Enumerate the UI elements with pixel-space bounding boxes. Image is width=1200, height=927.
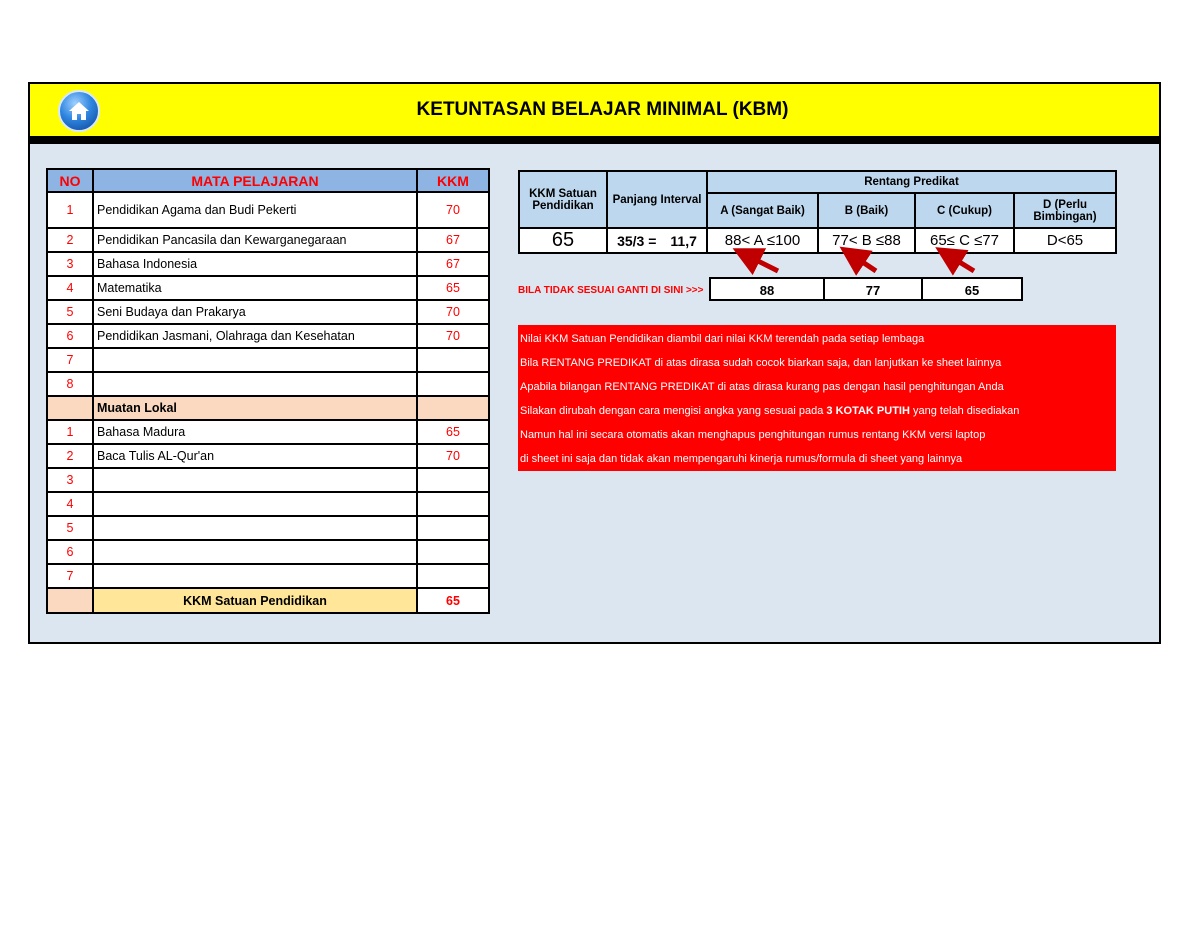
footer-blank-cell [47, 588, 93, 613]
row-no: 5 [47, 516, 93, 540]
note-line: Nilai KKM Satuan Pendidikan diambil dari nilai KKM terendah pada setiap lembaga [520, 333, 925, 345]
subject-name-cell[interactable]: Bahasa Indonesia [93, 252, 417, 276]
col-kkm-header: KKM [417, 169, 489, 192]
table-row [47, 420, 489, 444]
kbm-sheet [28, 82, 1161, 644]
row-no: 7 [47, 564, 93, 588]
row-no [47, 396, 93, 420]
col-no-header: NO [47, 169, 93, 192]
note-line: Apabila bilangan RENTANG PREDIKAT di atas dirasa kurang pas dengan hasil penghitungan Anda [520, 381, 1004, 393]
arrow-b-icon [852, 255, 876, 271]
kkm-cell[interactable]: 67 [417, 228, 489, 252]
page-title: KETUNTASAN BELAJAR MINIMAL (KBM) [416, 99, 789, 120]
subject-name-cell[interactable] [93, 492, 417, 516]
kkm-satuan-value-cell: 65 [519, 228, 607, 253]
kkm-cell[interactable]: 65 [417, 420, 489, 444]
ganti-b-input[interactable]: 77 [823, 277, 923, 301]
pointer-arrows [30, 84, 1159, 304]
predikat-d-range: D<65 [1014, 228, 1116, 253]
note-line [520, 405, 1019, 417]
predikat-b-header: B (Baik) [818, 193, 915, 228]
predikat-c-header: C (Cukup) [915, 193, 1014, 228]
ganti-c-input[interactable]: 65 [921, 277, 1023, 301]
ganti-label: BILA TIDAK SESUAI GANTI DI SINI >>> [518, 285, 704, 296]
row-no: 3 [47, 468, 93, 492]
row-no: 4 [47, 492, 93, 516]
kkm-cell[interactable]: 70 [417, 324, 489, 348]
row-no: 2 [47, 228, 93, 252]
subject-name-cell[interactable] [93, 564, 417, 588]
table-row [47, 564, 489, 588]
subject-name-cell[interactable] [93, 468, 417, 492]
subject-name-cell[interactable]: Pendidikan Jasmani, Olahraga dan Kesehatan [93, 324, 417, 348]
interval-header: Panjang Interval [607, 171, 707, 228]
table-row [47, 324, 489, 348]
note-text: yang telah disediakan [909, 405, 1020, 417]
kkm-cell[interactable] [417, 348, 489, 372]
kkm-cell[interactable] [417, 540, 489, 564]
row-no: 8 [47, 372, 93, 396]
row-no: 2 [47, 444, 93, 468]
local-section-row [47, 396, 489, 420]
subject-name-cell[interactable]: Bahasa Madura [93, 420, 417, 444]
footer-row [47, 588, 489, 613]
table-row [47, 516, 489, 540]
row-no: 5 [47, 300, 93, 324]
ganti-a-input[interactable]: 88 [709, 277, 825, 301]
kkm-cell[interactable] [417, 492, 489, 516]
kkm-satuan-value: 65 [417, 588, 489, 613]
interval-formula: 35/3 = [617, 232, 657, 249]
kkm-cell[interactable] [417, 564, 489, 588]
row-no: 3 [47, 252, 93, 276]
subject-name-cell[interactable] [93, 540, 417, 564]
predikat-a-range: 88< A ≤100 [707, 228, 818, 253]
subject-name-cell[interactable] [93, 372, 417, 396]
predikat-c-range: 65≤ C ≤77 [915, 228, 1014, 253]
subject-name-cell[interactable]: Pendidikan Agama dan Budi Pekerti [93, 192, 417, 228]
table-row [47, 444, 489, 468]
interval-value: 11,7 [670, 232, 697, 249]
table-row [47, 492, 489, 516]
subject-name-cell[interactable]: Baca Tulis AL-Qur'an [93, 444, 417, 468]
kkm-cell [417, 396, 489, 420]
predikat-d-header: D (Perlu Bimbingan) [1014, 193, 1116, 228]
note-line: Bila RENTANG PREDIKAT di atas dirasa sudah cocok biarkan saja, dan lanjutkan ke sheet lainnya [520, 357, 1002, 369]
row-no: 7 [47, 348, 93, 372]
local-section-title: Muatan Lokal [93, 396, 417, 420]
row-no: 1 [47, 420, 93, 444]
note-line: Namun hal ini secara otomatis akan menghapus penghitungan rumus rentang KKM versi laptop [520, 429, 986, 441]
subject-name-cell[interactable]: Pendidikan Pancasila dan Kewarganegaraan [93, 228, 417, 252]
predikat-a-header: A (Sangat Baik) [707, 193, 818, 228]
kkm-cell[interactable]: 70 [417, 192, 489, 228]
arrow-a-icon [746, 255, 778, 271]
kkm-satuan-header: KKM Satuan Pendidikan [519, 171, 607, 228]
kkm-cell[interactable]: 65 [417, 276, 489, 300]
table-row [47, 540, 489, 564]
predikat-b-range: 77< B ≤88 [818, 228, 915, 253]
instruction-note [518, 325, 1116, 471]
subject-name-cell[interactable] [93, 348, 417, 372]
subject-name-cell[interactable]: Matematika [93, 276, 417, 300]
row-no: 6 [47, 324, 93, 348]
row-no: 4 [47, 276, 93, 300]
note-emphasis: 3 KOTAK PUTIH [826, 405, 910, 417]
table-row [47, 468, 489, 492]
kkm-cell[interactable]: 70 [417, 300, 489, 324]
rentang-predikat-header: Rentang Predikat [707, 171, 1116, 193]
table-row [47, 348, 489, 372]
col-mapel-header: MATA PELAJARAN [93, 169, 417, 192]
kkm-cell[interactable] [417, 468, 489, 492]
table-row [47, 372, 489, 396]
row-no: 6 [47, 540, 93, 564]
kkm-cell[interactable] [417, 372, 489, 396]
kkm-cell[interactable] [417, 516, 489, 540]
note-text: Silakan dirubah dengan cara mengisi angka yang sesuai pada [520, 405, 827, 417]
row-no: 1 [47, 192, 93, 228]
subject-name-cell[interactable] [93, 516, 417, 540]
arrow-c-icon [948, 255, 974, 271]
subject-name-cell[interactable]: Seni Budaya dan Prakarya [93, 300, 417, 324]
kkm-cell[interactable]: 67 [417, 252, 489, 276]
note-line: di sheet ini saja dan tidak akan mempengaruhi kinerja rumus/formula di sheet yang lainnya [520, 453, 963, 465]
kkm-satuan-label: KKM Satuan Pendidikan [93, 588, 417, 613]
kkm-cell[interactable]: 70 [417, 444, 489, 468]
